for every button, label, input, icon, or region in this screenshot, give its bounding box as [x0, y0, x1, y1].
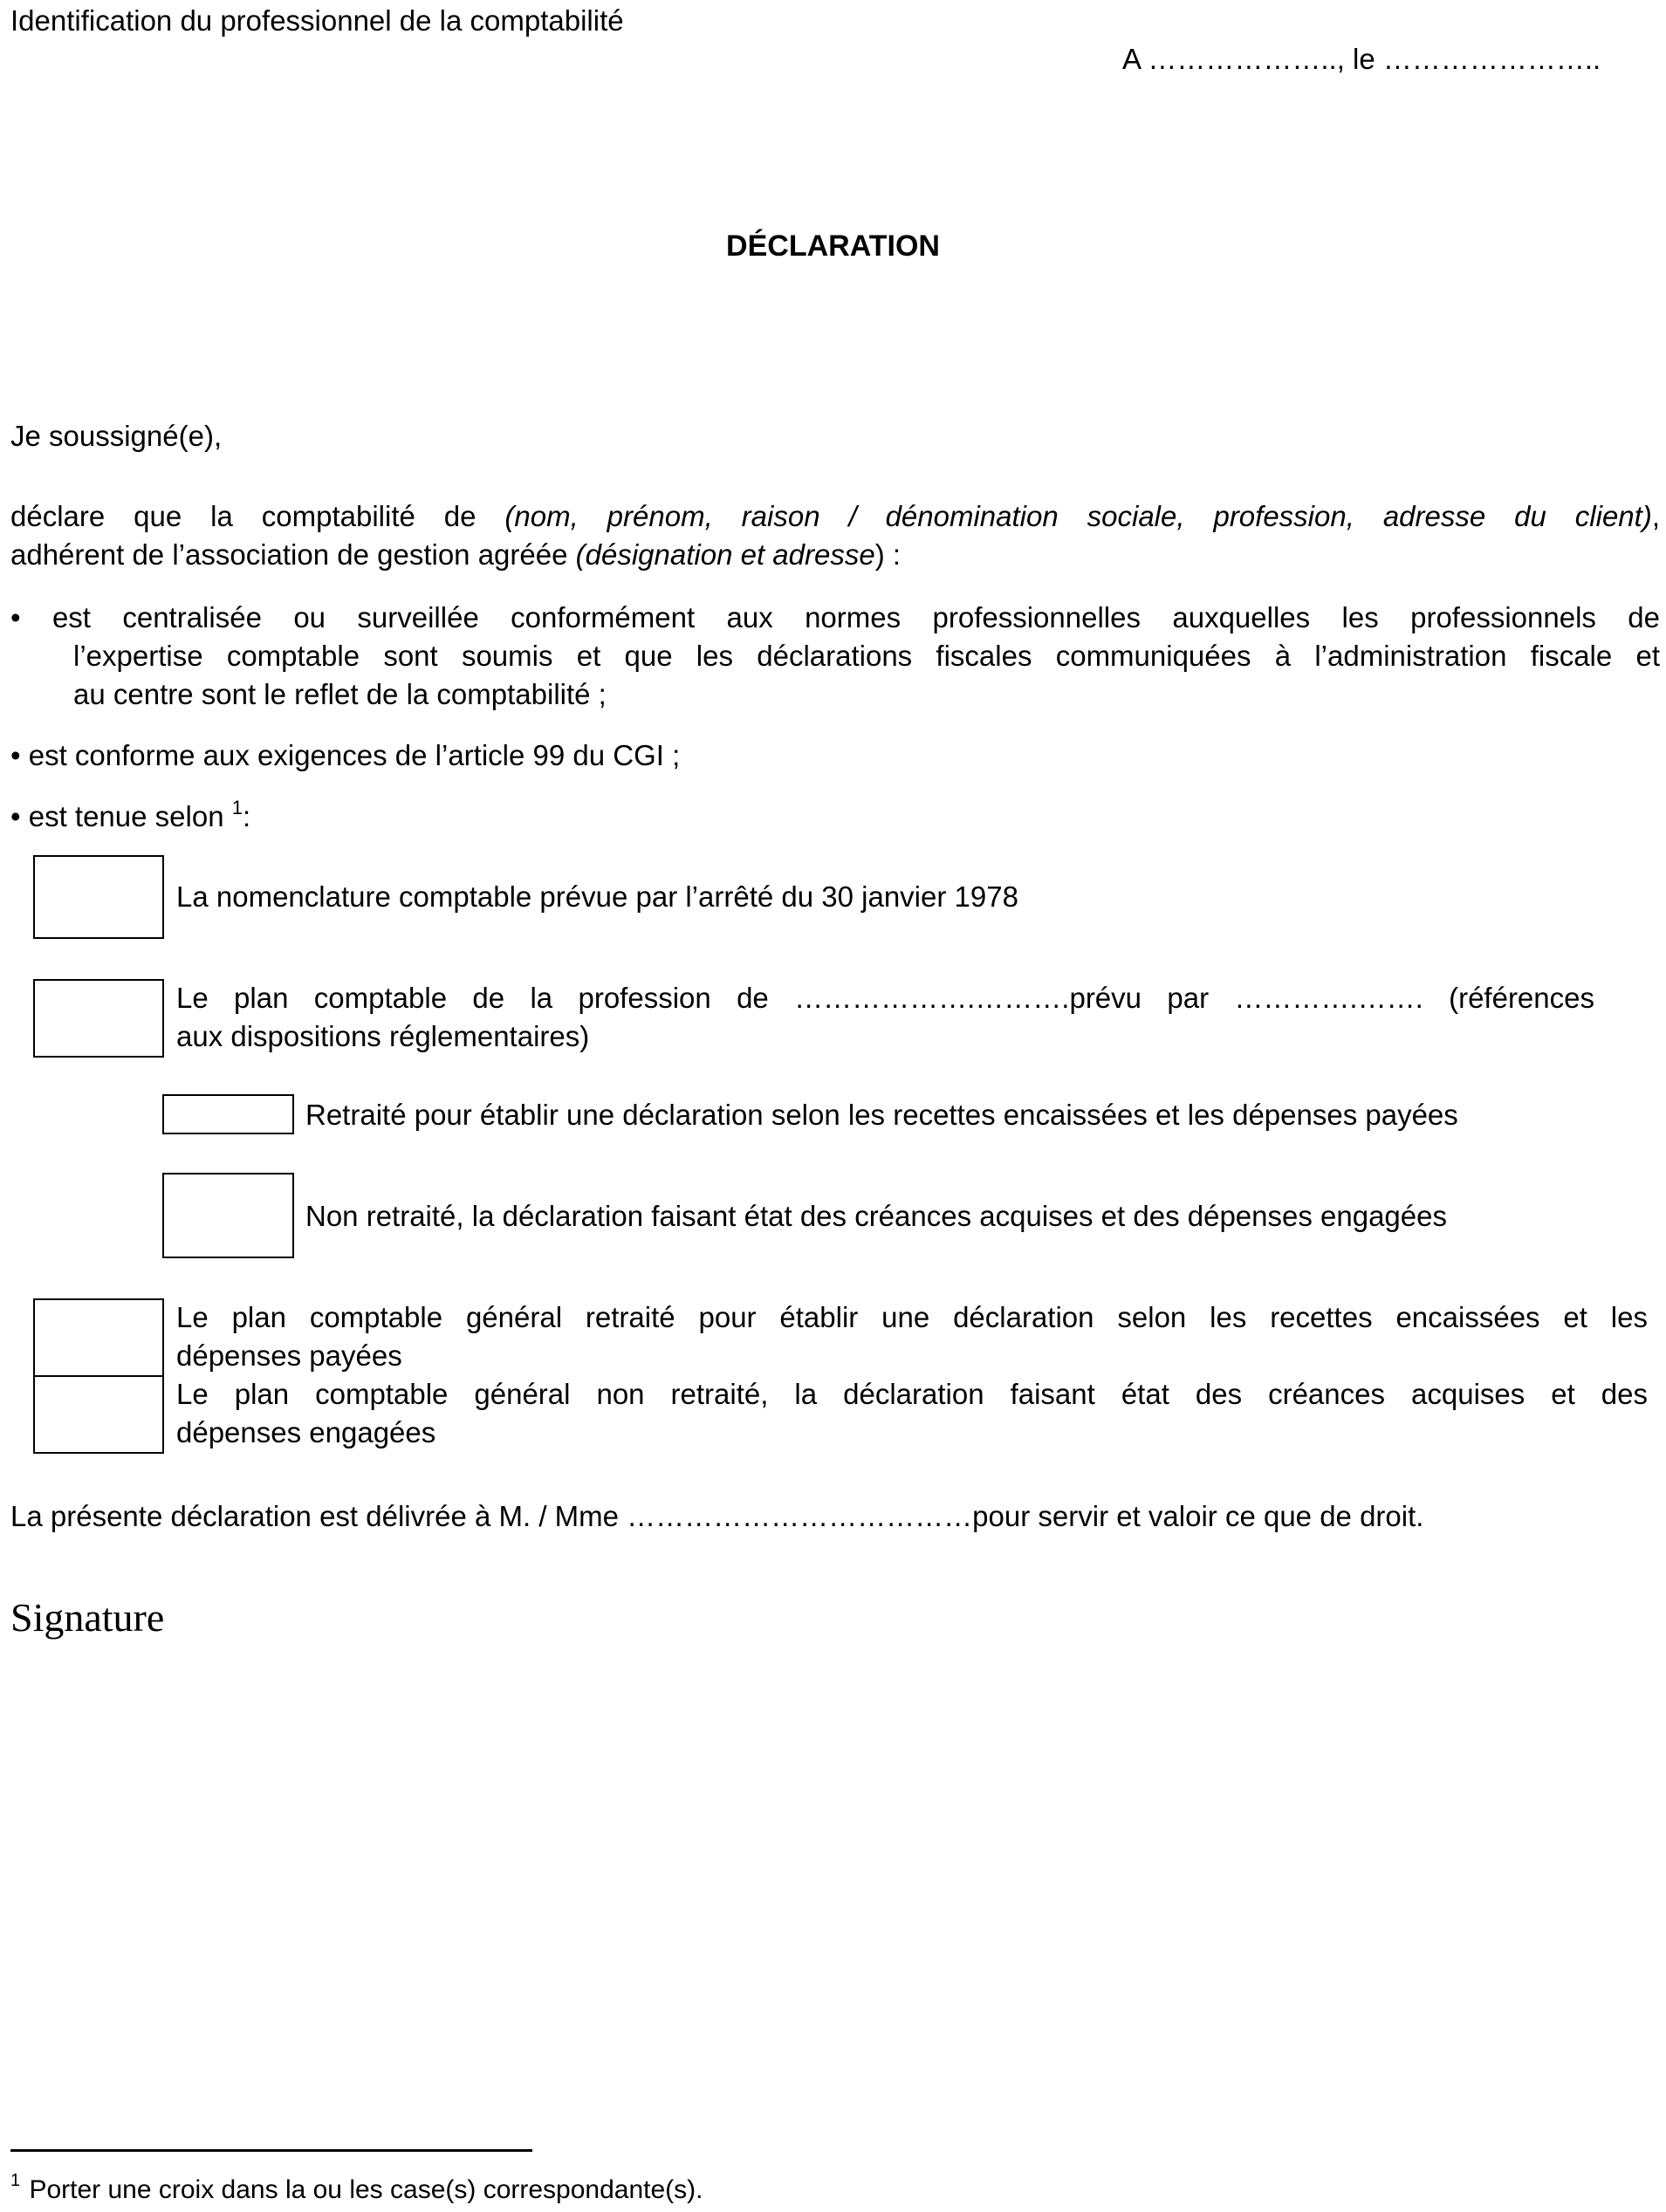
place-date-line: A ……………….., le …………………..: [1122, 43, 1601, 75]
checkbox-plan-profession[interactable]: [33, 979, 164, 1058]
option-non-retraite-label: Non retraité, la déclaration faisant état des créances acquises et des dépenses engagées: [305, 1200, 1447, 1232]
bullet-centralised-line-3: au centre sont le reflet de la comptabilité ;: [73, 678, 607, 710]
option-plan-profession-line-1: Le plan comptable de la profession de ……………….……….prévu par ………….……. (références: [176, 982, 1594, 1014]
checkbox-nomenclature[interactable]: [33, 855, 164, 939]
footnote-separator: [10, 2149, 532, 2152]
footnote-reference: 1: [231, 797, 243, 818]
checkbox-general-non-retraite[interactable]: [33, 1375, 164, 1454]
declare-line-1: déclare que la comptabilité de (nom, prénom, raison / dénomination sociale, profession, adresse du client),: [10, 500, 1660, 532]
opening-line: Je soussigné(e),: [10, 420, 223, 452]
footnote-marker: 1: [10, 2171, 21, 2190]
option-general-non-retraite-line-1: Le plan comptable général non retraité, la déclaration faisant état des créances acquises et des: [176, 1378, 1648, 1410]
checkbox-retraite[interactable]: [162, 1094, 294, 1134]
bullet-article-99: • est conforme aux exigences de l’article 99 du CGI ;: [10, 739, 681, 771]
bullet-centralised-line-1: • est centralisée ou surveillée conformément aux normes professionnelles auxquelles les professionnels de: [10, 601, 1660, 633]
delivery-statement: La présente déclaration est délivrée à M. / Mme ………………………………pour servir et valoir ce que de droit.: [10, 1500, 1424, 1532]
footnote: $^1$ Porter une croix dans la ou les case(s) correspondante(s).: [10, 2171, 703, 2204]
bullet-centralised-line-2: l’expertise comptable sont soumis et que les déclarations fiscales communiquées à l’administration fiscale et: [73, 640, 1660, 672]
option-plan-profession-line-2: aux dispositions réglementaires): [176, 1020, 590, 1052]
bullet-tenue-selon: • est tenue selon $^1$:: [10, 797, 251, 832]
page-title: DÉCLARATION: [726, 229, 940, 263]
option-retraite-label: Retraité pour établir une déclaration selon les recettes encaissées et les dépenses payées: [305, 1099, 1458, 1131]
signature-label: Signature: [10, 1595, 165, 1640]
declare-line-2: adhérent de l’association de gestion agréée (désignation et adresse) :: [10, 538, 902, 571]
checkbox-non-retraite[interactable]: [162, 1173, 294, 1258]
professional-identification: Identification du professionnel de la comptabilité: [10, 4, 624, 37]
option-general-non-retraite-line-2: dépenses engagées: [176, 1416, 436, 1448]
option-nomenclature-label: La nomenclature comptable prévue par l’arrêté du 30 janvier 1978: [176, 880, 1018, 913]
option-general-retraite-line-1: Le plan comptable général retraité pour établir une déclaration selon les recettes encaissées et les: [176, 1301, 1648, 1333]
option-general-retraite-line-2: dépenses payées: [176, 1339, 402, 1372]
checkbox-general-retraite[interactable]: [33, 1298, 164, 1377]
